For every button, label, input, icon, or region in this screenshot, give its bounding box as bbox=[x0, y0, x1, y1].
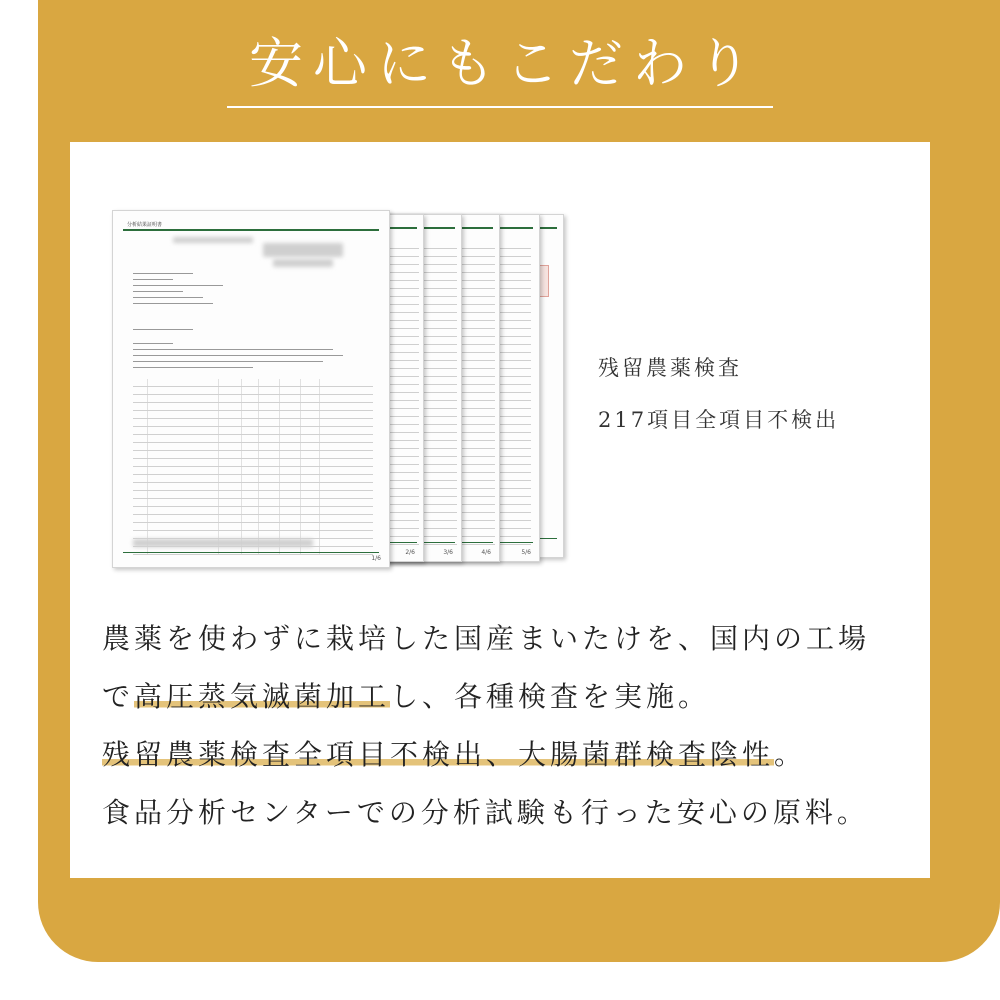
document-table-row bbox=[133, 403, 373, 411]
caption-line-1: 残留農薬検査 bbox=[598, 356, 742, 380]
document-table-row bbox=[133, 475, 373, 483]
header bbox=[0, 30, 1000, 108]
page-title: 安心にもこだわり bbox=[227, 30, 773, 108]
document-table-row bbox=[133, 499, 373, 507]
description-line-4: 食品分析センターでの分析試験も行った安心の原料。 bbox=[102, 796, 869, 829]
document-table-row bbox=[133, 515, 373, 523]
content-panel bbox=[70, 142, 930, 878]
document-table-row bbox=[133, 531, 373, 539]
document-sheet-front: 分析結果証明書 1/6 bbox=[112, 210, 390, 568]
document-table-row bbox=[133, 523, 373, 531]
caption-line-2: 217項目全項目不検出 bbox=[598, 408, 840, 432]
document-table-row bbox=[133, 435, 373, 443]
document-table-row bbox=[133, 427, 373, 435]
document-table-row bbox=[133, 395, 373, 403]
description-text bbox=[102, 610, 922, 842]
document-table-row bbox=[133, 451, 373, 459]
description-line-2: で高圧蒸気滅菌加工し、各種検査を実施。 bbox=[102, 680, 711, 713]
document-table-row bbox=[133, 419, 373, 427]
analysis-certificate-image bbox=[112, 210, 582, 570]
document-table-row bbox=[133, 467, 373, 475]
document-sheet: 4/6 bbox=[258, 214, 500, 562]
highlight-sterilization: 高圧蒸気滅菌加工 bbox=[134, 680, 391, 713]
document-sheet: 2/6 bbox=[182, 214, 424, 562]
document-table-row bbox=[133, 547, 373, 555]
document-table-row bbox=[133, 443, 373, 451]
document-table-row bbox=[133, 483, 373, 491]
document-table-row bbox=[133, 411, 373, 419]
description-line-1: 農薬を使わずに栽培した国産まいたけを、国内の工場 bbox=[102, 622, 871, 655]
document-table-row bbox=[133, 507, 373, 515]
document-sheet: 3/6 bbox=[220, 214, 462, 562]
document-table-row bbox=[133, 387, 373, 395]
document-table-row bbox=[133, 379, 373, 387]
document-sheet: 5/6 bbox=[298, 214, 540, 562]
inspection-caption bbox=[598, 342, 839, 446]
description-line-3: 残留農薬検査全項目不検出、大腸菌群検査陰性。 bbox=[102, 738, 807, 771]
document-table-row bbox=[133, 491, 373, 499]
highlight-test-results: 残留農薬検査全項目不検出、大腸菌群検査陰性 bbox=[102, 738, 775, 771]
document-table-row bbox=[133, 459, 373, 467]
